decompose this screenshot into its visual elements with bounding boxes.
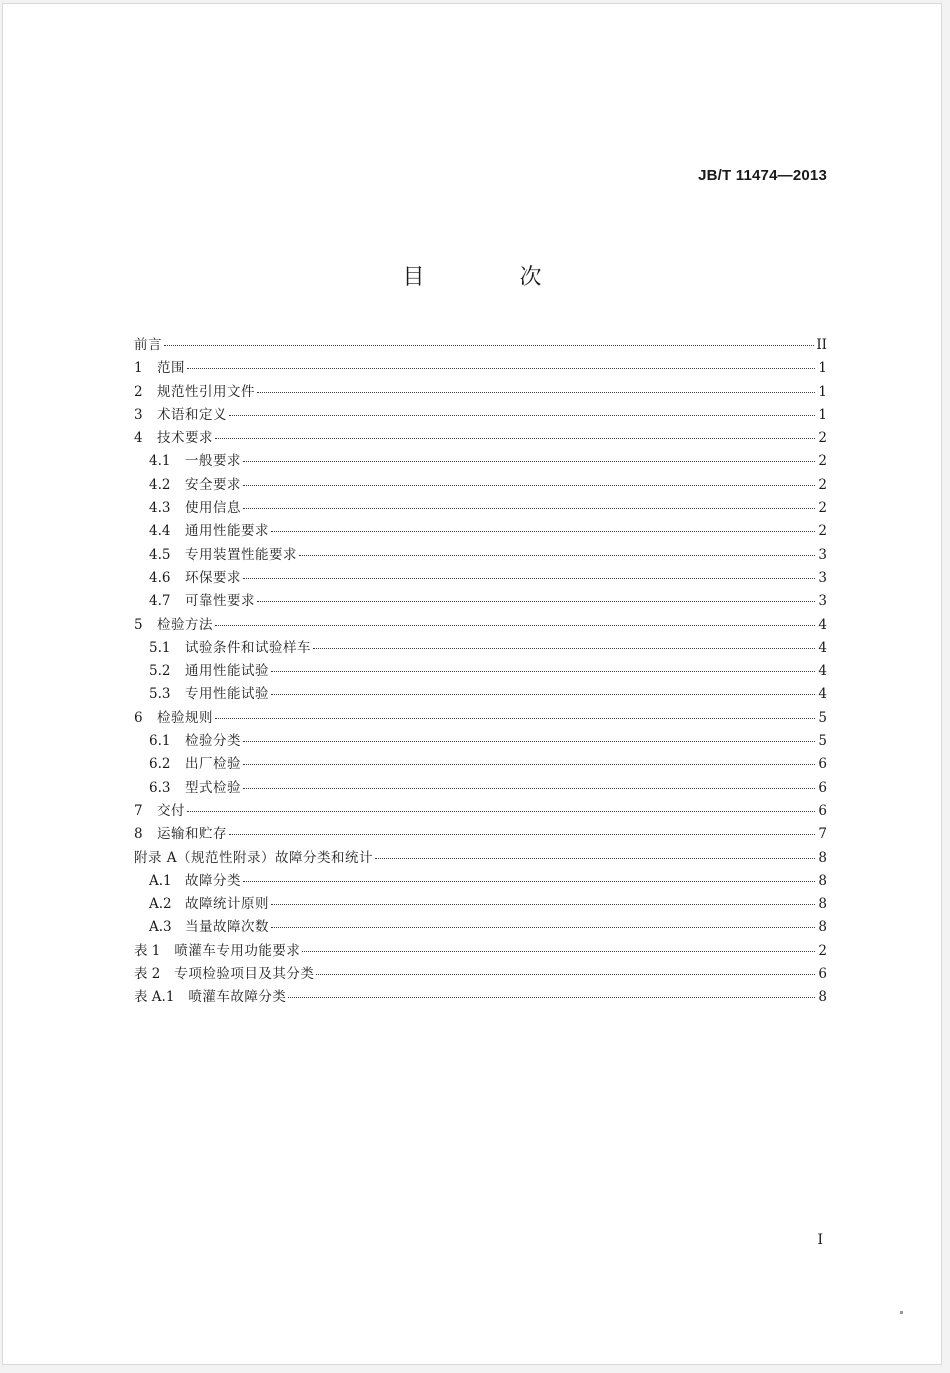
toc-entry[interactable]	[134, 637, 827, 660]
toc-entry-label: 喷灌车专用功能要求	[174, 942, 301, 959]
toc-entry[interactable]	[134, 520, 827, 543]
toc-entry-label: 专项检验项目及其分类	[174, 966, 315, 983]
dot-leader	[257, 600, 815, 602]
toc-entry-number: 5.1	[149, 639, 171, 656]
toc-entry-number: 4.1	[149, 453, 171, 470]
dot-leader	[243, 763, 815, 765]
toc-entry[interactable]	[134, 683, 827, 706]
toc-entry-page: 3	[818, 546, 827, 563]
toc-entry-label: 出厂检验	[185, 756, 241, 773]
toc-entry-label: 通用性能试验	[185, 663, 269, 680]
toc-entry-page: 3	[818, 593, 827, 610]
toc-entry-number: 6.1	[149, 733, 171, 750]
dot-leader	[229, 833, 815, 835]
toc-entry-number: 5.3	[149, 686, 171, 703]
toc-entry-number: 4.4	[149, 523, 171, 540]
toc-entry-page: 1	[818, 383, 827, 400]
toc-entry-label: 故障分类	[185, 872, 241, 889]
dot-leader	[375, 857, 815, 859]
toc-entry-number: 1	[134, 360, 143, 377]
toc-entry-number: 表 1	[134, 942, 161, 959]
toc-entry-label: 检验分类	[185, 733, 241, 750]
standard-code: JB/T 11474—2013	[698, 167, 827, 184]
toc-entry[interactable]	[134, 427, 827, 450]
toc-entry[interactable]	[134, 940, 827, 963]
dot-leader	[215, 717, 815, 719]
dot-leader	[164, 344, 814, 346]
toc-entry-label: 当量故障次数	[185, 919, 269, 936]
toc-entry-page: 2	[818, 476, 827, 493]
dot-leader	[288, 996, 815, 998]
dot-leader	[271, 926, 815, 928]
toc-entry[interactable]	[134, 870, 827, 893]
dot-leader	[187, 367, 815, 369]
toc-entry[interactable]	[134, 567, 827, 590]
toc-entry-label: 一般要求	[185, 453, 241, 470]
toc-entry-page: 3	[818, 569, 827, 586]
toc-entry-page: 2	[818, 523, 827, 540]
dot-leader	[215, 624, 815, 626]
toc-entry[interactable]	[134, 916, 827, 939]
dot-leader	[243, 577, 815, 579]
document-page	[2, 3, 942, 1365]
toc-entry-number: 3	[134, 406, 143, 423]
toc-entry-number: 5	[134, 616, 143, 633]
toc-entry[interactable]	[134, 893, 827, 916]
toc-entry-label: 喷灌车故障分类	[188, 989, 287, 1006]
toc-entry-page: 2	[818, 453, 827, 470]
toc-entry-label: 故障统计原则	[185, 896, 269, 913]
dot-leader	[243, 880, 815, 882]
toc-entry-label: 附录 A（规范性附录）故障分类和统计	[134, 849, 374, 866]
dot-leader	[271, 530, 815, 532]
toc-entry-label: 术语和定义	[157, 406, 227, 423]
toc-entry-page: 8	[818, 989, 827, 1006]
toc-entry-page: 8	[818, 896, 827, 913]
toc-entry[interactable]	[134, 474, 827, 497]
toc-entry[interactable]	[134, 847, 827, 870]
dot-leader	[302, 950, 815, 952]
dot-leader	[243, 740, 815, 742]
toc-entry-label: 试验条件和试验样车	[185, 639, 311, 656]
toc-entry[interactable]	[134, 753, 827, 776]
toc-entry-number: 8	[134, 826, 143, 843]
toc-entry-page: 1	[818, 360, 827, 377]
dot-leader	[271, 903, 815, 905]
toc-entry-number: 4.2	[149, 476, 171, 493]
dot-leader	[299, 554, 815, 556]
dot-leader	[271, 693, 815, 695]
toc-entry-label: 技术要求	[157, 430, 213, 447]
toc-entry-page: 4	[818, 639, 827, 656]
toc-entry-page: 2	[818, 500, 827, 517]
toc-entry-number: 4.3	[149, 500, 171, 517]
toc-entry[interactable]	[134, 590, 827, 613]
toc-entry-number: 表 A.1	[134, 989, 175, 1006]
toc-entry-page: 6	[818, 779, 827, 796]
toc-entry-label: 运输和贮存	[157, 826, 227, 843]
toc-entry-number: A.2	[149, 896, 172, 913]
dot-leader	[257, 391, 815, 393]
toc-entry[interactable]	[134, 357, 827, 380]
toc-entry[interactable]	[134, 450, 827, 473]
toc-entry-page: 7	[818, 826, 827, 843]
toc-entry[interactable]	[134, 404, 827, 427]
toc-entry[interactable]	[134, 800, 827, 823]
toc-entry[interactable]	[134, 777, 827, 800]
toc-entry[interactable]	[134, 381, 827, 404]
toc-entry[interactable]	[134, 544, 827, 567]
toc-entry-label: 环保要求	[185, 569, 241, 586]
dot-leader	[316, 973, 815, 975]
toc-entry-page: 6	[818, 756, 827, 773]
dot-leader	[313, 647, 815, 649]
toc-entry-label: 安全要求	[185, 476, 241, 493]
toc-entry-number: 5.2	[149, 663, 171, 680]
toc-entry[interactable]	[134, 614, 827, 637]
toc-entry-label: 规范性引用文件	[157, 383, 255, 400]
toc-entry-page: 6	[818, 966, 827, 983]
toc-entry-page: 2	[818, 942, 827, 959]
toc-entry-number: 4.5	[149, 546, 171, 563]
toc-entry-label: 型式检验	[185, 779, 241, 796]
dot-leader	[243, 507, 815, 509]
toc-entry-label: 前言	[134, 337, 162, 353]
toc-entry-number: 6	[134, 709, 143, 726]
toc-entry-number: A.1	[149, 872, 172, 889]
toc-entry[interactable]	[134, 334, 827, 357]
table-of-contents	[134, 334, 827, 1010]
toc-entry-page: 4	[818, 686, 827, 703]
toc-entry-page: 8	[818, 919, 827, 936]
toc-entry-number: 表 2	[134, 966, 161, 983]
toc-entry-number: 4.6	[149, 569, 171, 586]
toc-entry-label: 检验方法	[157, 616, 213, 633]
toc-entry-number: 6.2	[149, 756, 171, 773]
toc-entry-page: 6	[818, 802, 827, 819]
dot-leader	[187, 810, 815, 812]
toc-entry-page: 4	[818, 663, 827, 680]
toc-entry-label: 可靠性要求	[185, 593, 255, 610]
toc-entry-page: 1	[818, 406, 827, 423]
toc-entry-label: 使用信息	[185, 500, 241, 517]
toc-entry-number: 4	[134, 430, 143, 447]
toc-entry-page: 4	[818, 616, 827, 633]
toc-entry-label: 检验规则	[157, 709, 213, 726]
dot-leader	[271, 670, 815, 672]
toc-entry-number: 4.7	[149, 593, 171, 610]
toc-entry[interactable]	[134, 660, 827, 683]
dot-leader	[243, 460, 815, 462]
toc-entry-page: 5	[818, 733, 827, 750]
toc-entry[interactable]	[134, 730, 827, 753]
dot-leader	[243, 484, 815, 486]
toc-entry-number: 7	[134, 802, 143, 819]
dot-leader	[229, 414, 815, 416]
toc-entry-number: 2	[134, 383, 143, 400]
toc-entry-label: 通用性能要求	[185, 523, 269, 540]
toc-entry[interactable]	[134, 963, 827, 986]
toc-entry-page: 8	[818, 872, 827, 889]
toc-entry-label: 交付	[157, 802, 185, 819]
dot-leader	[243, 787, 815, 789]
toc-entry-label: 专用装置性能要求	[185, 546, 297, 563]
toc-entry[interactable]	[134, 707, 827, 730]
toc-entry[interactable]	[134, 497, 827, 520]
toc-entry-page: II	[816, 337, 827, 353]
toc-entry-page: 8	[818, 849, 827, 866]
toc-title: 目 次	[402, 265, 586, 290]
dot-leader	[215, 437, 815, 439]
toc-entry-number: 6.3	[149, 779, 171, 796]
toc-entry-page: 2	[818, 430, 827, 447]
toc-entry-page: 5	[818, 709, 827, 726]
page-number: I	[817, 1232, 823, 1248]
toc-entry[interactable]	[134, 823, 827, 846]
toc-entry-label: 范围	[157, 360, 185, 377]
scan-mark	[900, 1311, 903, 1314]
toc-entry[interactable]	[134, 986, 827, 1009]
toc-entry-number: A.3	[149, 919, 172, 936]
toc-entry-label: 专用性能试验	[185, 686, 269, 703]
